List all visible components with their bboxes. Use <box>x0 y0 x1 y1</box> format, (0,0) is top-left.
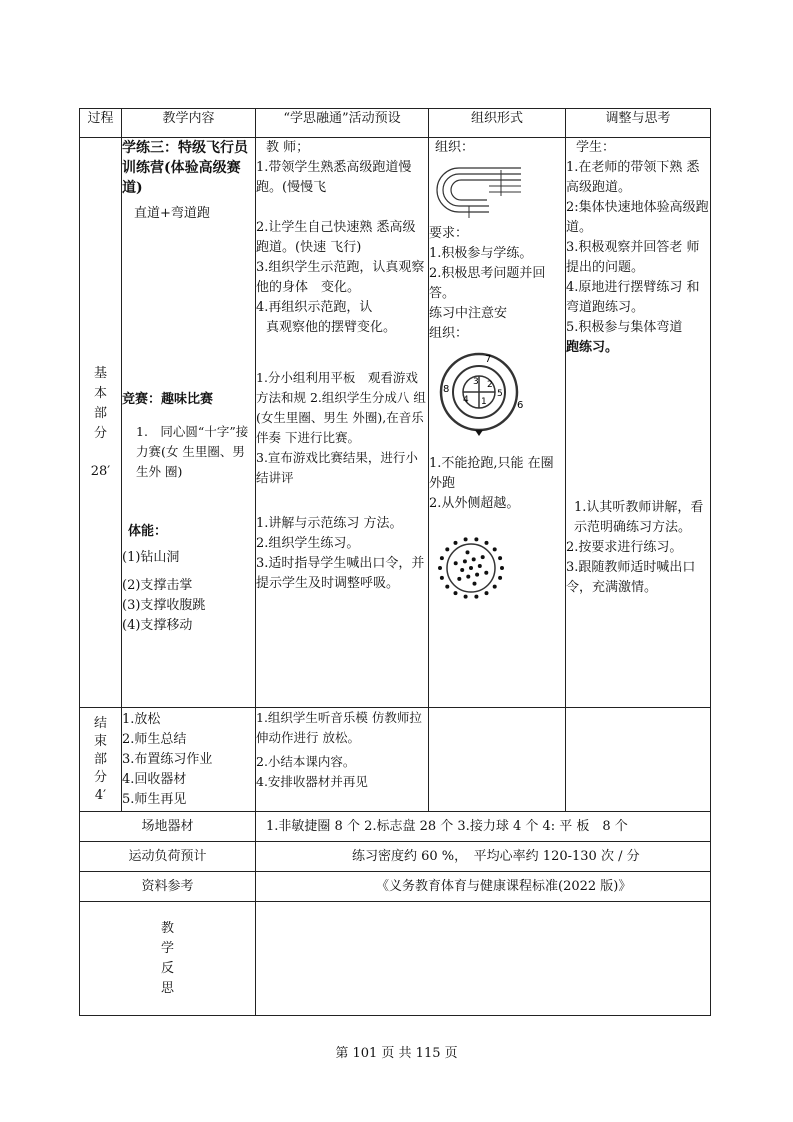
equipment-label: 场地器材 <box>80 812 256 842</box>
formation-dot <box>474 537 478 541</box>
formation-dot <box>472 557 476 561</box>
requirement-item: 1.积极参与学练。 <box>429 246 533 261</box>
activity-text: 教 师； <box>266 140 310 155</box>
formation-dot <box>457 577 461 581</box>
requirement-item: 练习中注意安 <box>429 306 508 321</box>
reflection-text: 3.跟随教师适时喊出口令，充满激情。 <box>566 560 696 595</box>
drill-subtitle: 直道+弯道跑 <box>134 206 210 221</box>
ending-activity: 2.小结本课内容。 <box>256 754 356 769</box>
reflection-char: 学 <box>160 940 174 956</box>
formation-dot <box>481 555 485 559</box>
circle-relay-diagram <box>429 344 549 440</box>
game-description: 1. 同心圆“十字”接力赛(女 生里圈、男生外 圈) <box>136 424 249 479</box>
formation-dot <box>500 566 504 570</box>
ending-activity-cell <box>256 708 429 812</box>
formation-dot <box>484 571 488 575</box>
formation-dot <box>445 547 449 551</box>
game-title: 竞赛：趣味比赛 <box>122 392 214 407</box>
diagram-number: 1 <box>481 397 487 407</box>
diagram-number: 3 <box>473 377 479 387</box>
teaching-reflection-area[interactable] <box>256 902 711 1016</box>
teaching-reflection-row <box>80 902 711 1016</box>
reference-row <box>80 872 711 902</box>
basic-reflection-cell <box>566 138 711 708</box>
activity-text: 1.讲解与示范练习 方法。 <box>256 516 403 531</box>
header-reflection: 调整与思考 <box>566 109 711 138</box>
track-diagram <box>429 158 549 224</box>
reflection-text: 4.原地进行摆臂练习 和弯道跑练习。 <box>566 280 700 315</box>
ending-reflection-cell <box>566 708 711 812</box>
ending-item: 1.放松 <box>122 712 161 727</box>
activity-text: 4.再组织示范跑，认 <box>256 300 373 315</box>
ending-item: 2.师生总结 <box>122 732 187 747</box>
header-activity: “学思融通”活动预设 <box>256 109 429 138</box>
equipment-row <box>80 812 711 842</box>
reflection-text: 学生： <box>576 140 616 155</box>
formation-dot <box>454 591 458 595</box>
fitness-item: (2)支撑击掌 <box>122 578 193 593</box>
basic-organization-cell <box>429 138 566 708</box>
formation-dot <box>466 550 470 554</box>
header-row <box>80 109 711 138</box>
stage-char: 部 <box>93 405 107 421</box>
equipment-value: 1.非敏捷圈 8 个 2.标志盘 28 个 3.接力球 4 个 4: 平 板 8 个 <box>256 812 711 842</box>
reflection-text: 3.积极观察并回答老 师提出的问题。 <box>566 240 700 275</box>
formation-dot <box>463 559 467 563</box>
header-content: 教学内容 <box>122 109 256 138</box>
diagram-number: 8 <box>443 384 450 395</box>
drill-title: 学练三：特级飞行员 训练营(体验高级赛道) <box>122 140 248 196</box>
formation-dot <box>493 547 497 551</box>
ending-item: 3.布置练习作业 <box>122 752 213 767</box>
load-row <box>80 842 711 872</box>
formation-dot <box>454 561 458 565</box>
basic-section-row <box>80 138 711 708</box>
formation-dot <box>466 575 470 579</box>
formation-dot <box>445 585 449 589</box>
activity-text: 3.适时指导学生喊出口令，并提示学生及时调整呼吸。 <box>256 556 425 591</box>
formation-dot <box>485 591 489 595</box>
ending-activity: 4.安排收器材并再见 <box>256 774 368 789</box>
activity-text: 2.组织学生练习。 <box>256 536 360 551</box>
stage-char: 基 <box>93 365 107 381</box>
fitness-item: (3)支撑收腹跳 <box>122 598 206 613</box>
stage-char: 部 <box>93 751 107 767</box>
ending-item: 4.回收器材 <box>122 772 187 787</box>
reflection-char: 反 <box>160 960 174 976</box>
stage-char: 结 <box>93 715 107 731</box>
ending-activity: 1.组织学生听音乐模 仿教师拉伸动作进行 放松。 <box>256 710 422 745</box>
reflection-text: 跑练习。 <box>566 340 619 355</box>
reflection-char: 教 <box>160 920 174 936</box>
activity-text: 2.让学生自己快速熟 悉高级跑道。(快速 飞行) <box>256 220 416 255</box>
header-organization: 组织形式 <box>429 109 566 138</box>
reflection-text: 1.认其听教师讲解，看示范明确练习方法。 <box>574 500 704 535</box>
diagram-number: 7 <box>485 354 492 365</box>
activity-text: 3.宣布游戏比赛结果，进行小结讲评 <box>256 450 418 485</box>
formation-dot <box>464 537 468 541</box>
formation-dot <box>464 595 468 599</box>
load-value: 练习密度约 60 %， 平均心率约 120-130 次 / 分 <box>256 842 711 872</box>
diagram-number: 5 <box>497 389 503 399</box>
load-label: 运动负荷预计 <box>80 842 256 872</box>
diagram-number: 2 <box>487 380 493 390</box>
activity-text: 真观察他的摆臂变化。 <box>266 320 397 335</box>
formation-dot <box>498 576 502 580</box>
reflection-text: 5.积极参与集体弯道 <box>566 320 683 335</box>
rule-text: 2.从外侧超越。 <box>429 496 520 511</box>
page-number: 第 101 页 共 115 页 <box>335 1046 458 1061</box>
formation-dot <box>474 595 478 599</box>
activity-text: 3.组织学生示范跑，认真观察他的身体 变化。 <box>256 260 425 295</box>
fitness-item: (1)钻山洞 <box>122 550 180 565</box>
fitness-title: 体能： <box>128 524 168 539</box>
formation-dot <box>473 582 477 586</box>
ending-section-row <box>80 708 711 812</box>
reflection-char: 思 <box>160 980 174 996</box>
activity-text: 1.带领学生熟悉高级跑道慢跑。(慢慢飞 <box>256 160 412 195</box>
ending-time: 4′ <box>94 787 107 803</box>
basic-stage-cell <box>80 138 122 708</box>
diagram-number: 6 <box>517 400 524 411</box>
header-process: 过程 <box>80 109 122 138</box>
formation-dot <box>478 564 482 568</box>
ending-item: 5.师生再见 <box>122 792 187 807</box>
fitness-item: (4)支撑移动 <box>122 618 193 633</box>
formation-dot <box>454 541 458 545</box>
lesson-plan-table <box>79 108 711 1016</box>
reference-value: 《义务教育体育与健康课程标准(2022 版)》 <box>256 872 711 902</box>
formation-dot <box>498 556 502 560</box>
formation-dot <box>475 573 479 577</box>
reflection-text: 2:集体快速地体验高级跑道。 <box>566 200 709 235</box>
stage-char: 分 <box>93 425 107 441</box>
diagram-number: 4 <box>463 395 469 405</box>
stage-char: 本 <box>93 385 107 401</box>
reference-label: 资料参考 <box>80 872 256 902</box>
formation-dot <box>485 541 489 545</box>
ending-organization-cell <box>429 708 566 812</box>
formation-dots-diagram <box>429 534 549 602</box>
rule-text: 1.不能抢跑,只能 在圈外跑 <box>429 456 554 491</box>
basic-activity-cell <box>256 138 429 708</box>
formation-dot <box>438 566 442 570</box>
ending-stage-cell <box>80 708 122 812</box>
activity-text: 1.分小组利用平板 观看游戏方法和规 2.组织学生分成八 组(女生里圈、男生 外圈),在音乐伴奏 下进行比赛。 <box>256 370 426 445</box>
org-label: 组织： <box>429 326 469 341</box>
formation-dot <box>469 566 473 570</box>
reflection-text: 2.按要求进行练习。 <box>566 540 683 555</box>
stage-char: 分 <box>93 769 107 785</box>
formation-dot <box>440 576 444 580</box>
formation-dot <box>460 568 464 572</box>
teaching-reflection-label <box>80 902 256 1016</box>
formation-dot <box>440 556 444 560</box>
stage-char: 束 <box>93 733 107 749</box>
reflection-text: 1.在老师的带领下熟 悉高级跑道。 <box>566 160 700 195</box>
org-label: 组织： <box>435 140 475 155</box>
basic-content-cell <box>122 138 256 708</box>
requirement-item: 2.积极思考问题并回答。 <box>429 266 546 301</box>
ending-content-cell <box>122 708 256 812</box>
formation-dot <box>493 585 497 589</box>
requirement-title: 要求： <box>429 226 469 241</box>
basic-time: 28′ <box>90 463 111 479</box>
